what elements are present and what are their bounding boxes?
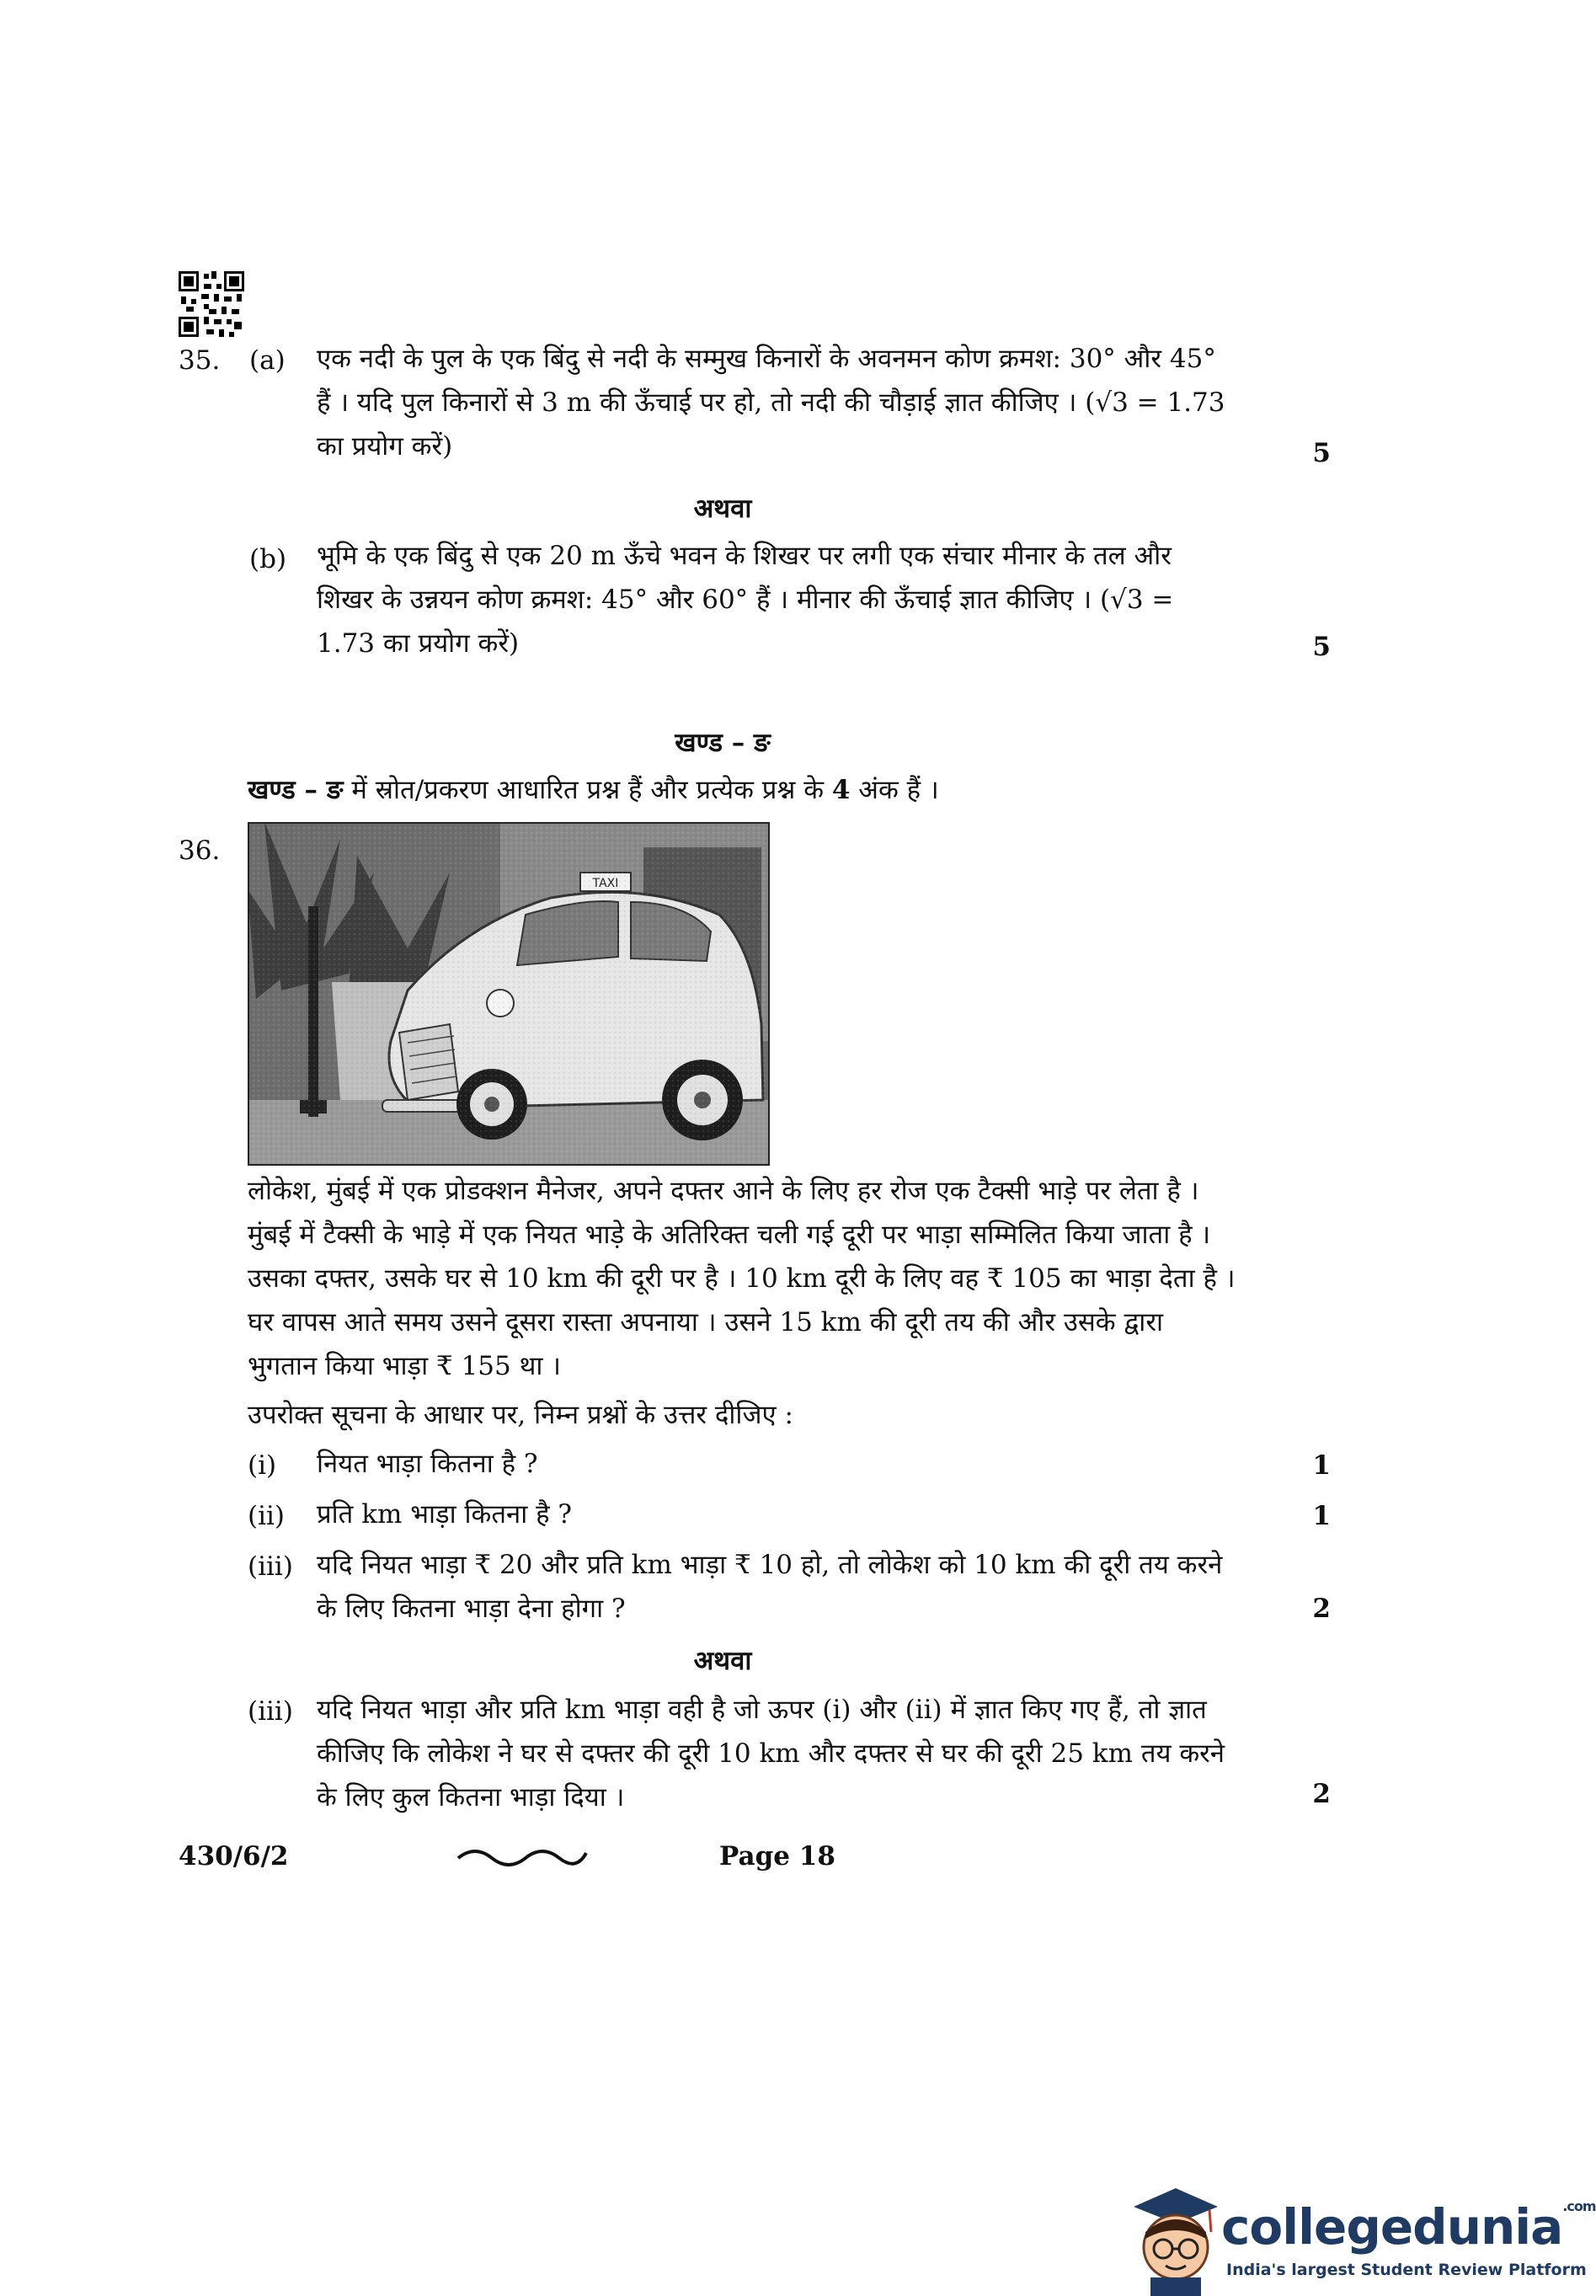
case-passage xyxy=(248,1169,1270,1388)
sub-label: (iii) xyxy=(248,1696,293,1727)
text-line: एक नदी के पुल के एक बिंदु से नदी के सम्मुख किनारों के अवनमन कोण क्रमश: 30° और 45° xyxy=(317,344,1216,374)
question-number: 35. xyxy=(179,345,221,376)
part-label: (a) xyxy=(249,345,286,376)
sub-question: प्रति km भाड़ा कितना है ? xyxy=(317,1499,573,1530)
marks: 2 xyxy=(1312,1594,1331,1624)
text-line: यदि नियत भाड़ा ₹ 20 और प्रति km भाड़ा ₹ 10 हो, तो लोकेश को 10 km की दूरी तय करने xyxy=(317,1550,1223,1580)
question-number: 36. xyxy=(179,836,221,866)
text-line: शिखर के उन्नयन कोण क्रमश: 45° और 60° हैं । मीनार की ऊँचाई ज्ञात कीजिए । (√3 = xyxy=(317,585,1174,615)
marks: 2 xyxy=(1312,1779,1331,1809)
page-number: Page 18 xyxy=(719,1841,835,1872)
section-heading: खण्ड – ङ xyxy=(675,728,771,758)
sub-label: (i) xyxy=(248,1450,277,1481)
passage-line: घर वापस आते समय उसने दूसरा रास्ता अपनाया । उसने 15 km की दूरी तय की और उसके द्वारा xyxy=(248,1307,1164,1338)
prompt-text: उपरोक्त सूचना के आधार पर, निम्न प्रश्नों के उत्तर दीजिए : xyxy=(248,1400,793,1430)
question-text-a xyxy=(317,337,1268,468)
brand-suffix: .com xyxy=(1562,2198,1596,2214)
mascot-icon xyxy=(1117,2173,1226,2296)
sub-question: नियत भाड़ा कितना है ? xyxy=(317,1449,538,1479)
passage-line: मुंबई में टैक्सी के भाड़े में एक नियत भाड़े के अतिरिक्त चली गई दूरी पर भाड़ा सम्मिलित किया जाता है । xyxy=(248,1220,1211,1250)
passage-line: भुगतान किया भाड़ा ₹ 155 था । xyxy=(248,1351,562,1381)
text-line: भूमि के एक बिंदु से एक 20 m ऊँचे भवन के शिखर पर लगी एक संचार मीनार के तल और xyxy=(317,541,1172,571)
text-line: 1.73 का प्रयोग करें) xyxy=(317,628,520,659)
instruction-text: में स्रोत/प्रकरण आधारित प्रश्न हैं और प्रत्येक प्रश्न के xyxy=(343,775,832,805)
marks: 1 xyxy=(1312,1501,1331,1531)
text-line: के लिए कितना भाड़ा देना होगा ? xyxy=(317,1594,626,1624)
marks: 5 xyxy=(1312,438,1331,468)
marks: 1 xyxy=(1312,1450,1331,1481)
sub-label: (iii) xyxy=(248,1551,293,1582)
text-line: कीजिए कि लोकेश ने घर से दफ्तर की दूरी 10 km और दफ्तर से घर की दूरी 25 km तय करने xyxy=(317,1738,1225,1769)
brand-tagline: India's largest Student Review Platform xyxy=(1226,2261,1587,2279)
or-divider: अथवा xyxy=(693,1646,752,1676)
text-line: हैं । यदि पुल किनारों से 3 m की ऊँचाई पर हो, तो नदी की चौड़ाई ज्ञात कीजिए । (√3 = 1.73 xyxy=(317,387,1225,418)
section-instruction xyxy=(248,768,1342,812)
passage-line: उसका दफ्तर, उसके घर से 10 km की दूरी पर है । 10 km दूरी के लिए वह ₹ 105 का भाड़ा देता है । xyxy=(248,1263,1236,1294)
brand-name: collegedunia xyxy=(1221,2198,1563,2256)
taxi-photo xyxy=(248,822,770,1166)
instruction-text-end: अंक हैं । xyxy=(850,775,939,805)
or-divider: अथवा xyxy=(693,494,752,524)
text-line: यदि नियत भाड़ा और प्रति km भाड़ा वही है जो ऊपर (i) और (ii) में ज्ञात किए गए हैं, तो ज्ञात xyxy=(317,1695,1207,1725)
passage-line: लोकेश, मुंबई में एक प्रोडक्शन मैनेजर, अपने दफ्तर आने के लिए हर रोज एक टैक्सी भाड़े पर लेता है । xyxy=(248,1176,1199,1206)
question-text-b xyxy=(317,534,1268,665)
section-label: खण्ड – ङ xyxy=(248,775,344,805)
sub-label: (ii) xyxy=(248,1501,286,1531)
instruction-marks: 4 xyxy=(831,775,851,805)
part-label: (b) xyxy=(249,544,287,574)
sub-question xyxy=(317,1543,1268,1631)
qr-code xyxy=(179,271,244,337)
collegedunia-logo xyxy=(1117,2173,1596,2296)
sub-question xyxy=(317,1688,1268,1819)
wave-ornament xyxy=(455,1843,590,1872)
paper-code: 430/6/2 xyxy=(179,1841,289,1872)
text-line: का प्रयोग करें) xyxy=(317,431,453,462)
marks: 5 xyxy=(1312,632,1331,662)
text-line: के लिए कुल कितना भाड़ा दिया । xyxy=(317,1782,625,1813)
